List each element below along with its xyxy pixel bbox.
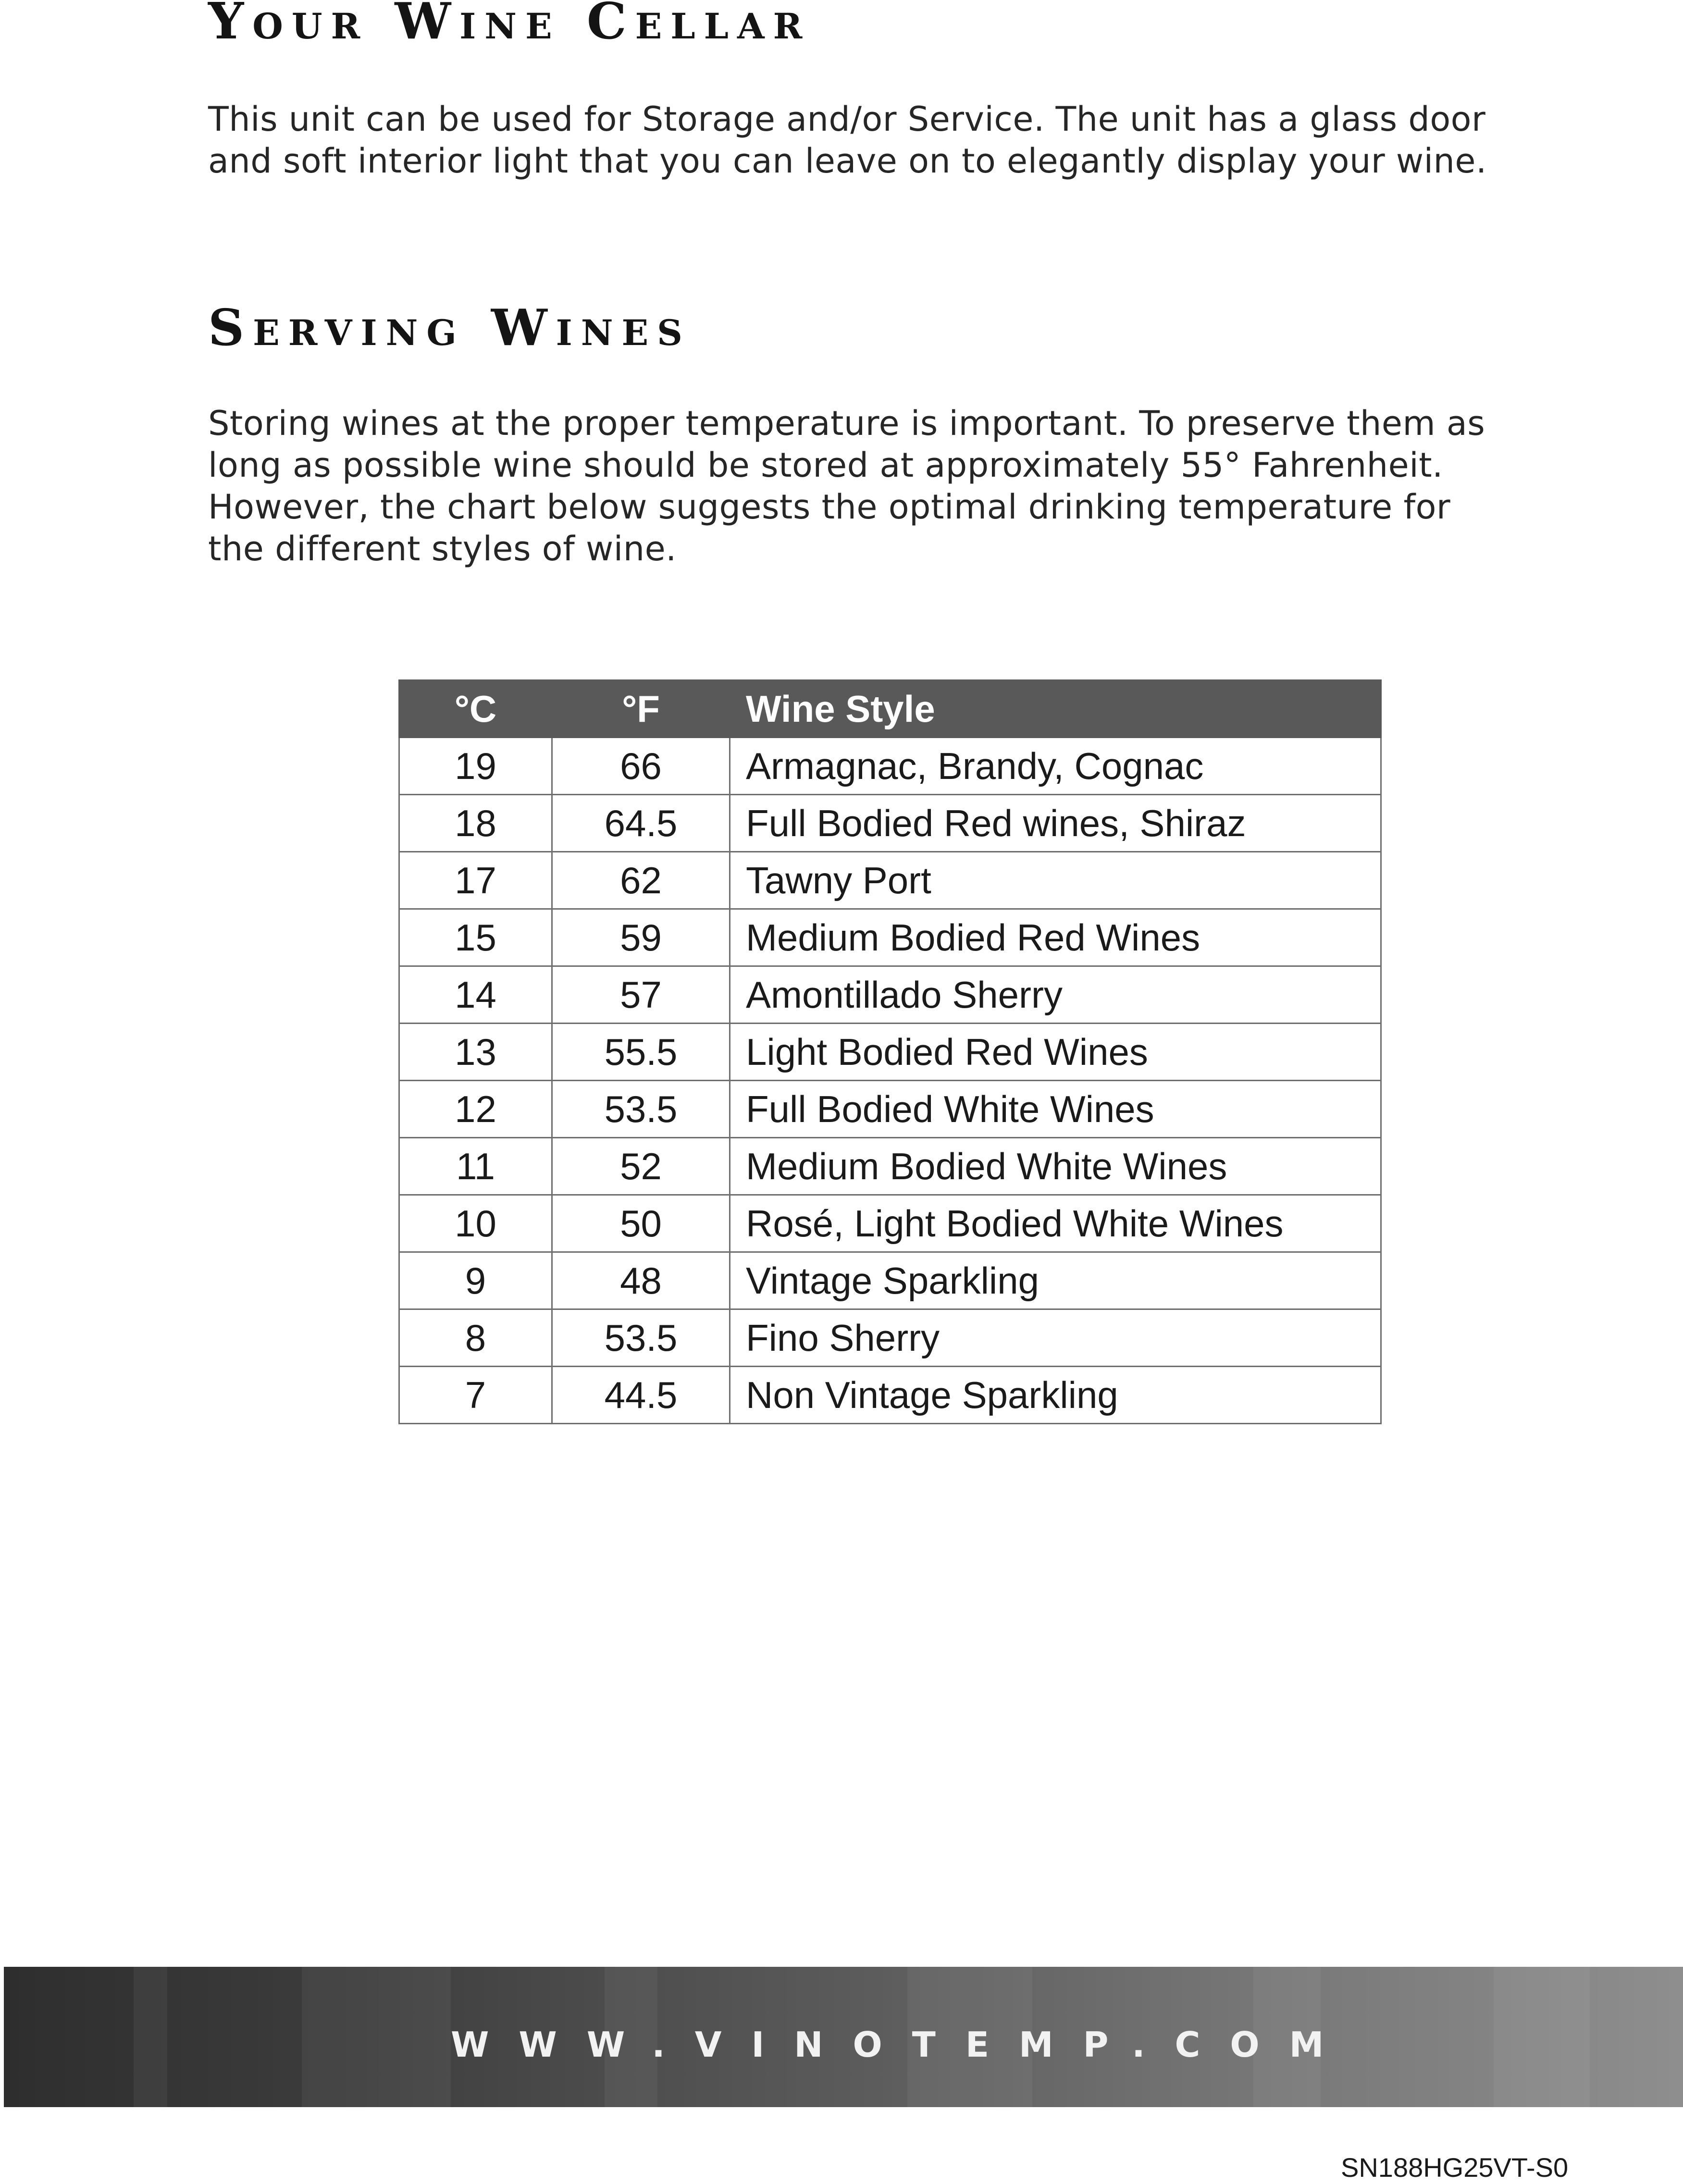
wine-style-cell: Full Bodied White Wines (730, 1081, 1381, 1138)
table-row (399, 1024, 1381, 1081)
table-row (399, 852, 1381, 909)
fahrenheit-cell: 44.5 (552, 1367, 730, 1424)
fahrenheit-cell: 66 (552, 738, 730, 795)
table-row (399, 795, 1381, 852)
serving-paragraph: Storing wines at the proper temperature is important. To preserve them as long as possible wine should be stored at approximately 55° Fahrenheit. However, the chart below suggests the optimal drinking temperature for the different styles of wine. (208, 404, 1485, 568)
footer-stripe (1494, 1967, 1590, 2107)
table-row (399, 1252, 1381, 1309)
table-row (399, 966, 1381, 1024)
celsius-header: °C (399, 680, 552, 738)
wine-style-cell: Light Bodied Red Wines (730, 1024, 1381, 1081)
table-row (399, 1138, 1381, 1195)
fahrenheit-cell: 62 (552, 852, 730, 909)
table-row (399, 1195, 1381, 1252)
celsius-cell: 14 (399, 966, 552, 1024)
website-link[interactable]: WWW.VINOTEMP.COM (451, 2024, 1354, 2065)
wine-style-cell: Tawny Port (730, 852, 1381, 909)
fahrenheit-cell: 53.5 (552, 1081, 730, 1138)
serving-heading: Serving Wines (208, 298, 691, 357)
table-header-row (399, 680, 1381, 738)
fahrenheit-cell: 53.5 (552, 1309, 730, 1367)
fahrenheit-cell: 57 (552, 966, 730, 1024)
table-row (399, 1309, 1381, 1367)
table-row (399, 909, 1381, 966)
celsius-cell: 12 (399, 1081, 552, 1138)
wine-style-cell: Armagnac, Brandy, Cognac (730, 738, 1381, 795)
celsius-cell: 15 (399, 909, 552, 966)
celsius-cell: 10 (399, 1195, 552, 1252)
celsius-cell: 8 (399, 1309, 552, 1367)
celsius-cell: 9 (399, 1252, 552, 1309)
celsius-cell: 7 (399, 1367, 552, 1424)
fahrenheit-cell: 48 (552, 1252, 730, 1309)
wine-style-header: Wine Style (730, 680, 1381, 738)
wine-style-cell: Non Vintage Sparkling (730, 1367, 1381, 1424)
celsius-cell: 13 (399, 1024, 552, 1081)
wine-style-cell: Full Bodied Red wines, Shiraz (730, 795, 1381, 852)
wine-style-cell: Fino Sherry (730, 1309, 1381, 1367)
wine-style-cell: Rosé, Light Bodied White Wines (730, 1195, 1381, 1252)
wine-style-cell: Medium Bodied White Wines (730, 1138, 1381, 1195)
celsius-cell: 19 (399, 738, 552, 795)
wine-style-cell: Medium Bodied Red Wines (730, 909, 1381, 966)
fahrenheit-cell: 50 (552, 1195, 730, 1252)
footer-stripe (302, 1967, 451, 2107)
footer-band (4, 1967, 1683, 2107)
wine-style-cell: Vintage Sparkling (730, 1252, 1381, 1309)
celsius-cell: 11 (399, 1138, 552, 1195)
fahrenheit-header: °F (552, 680, 730, 738)
footer-stripe (134, 1967, 167, 2107)
cellar-paragraph: This unit can be used for Storage and/or Service. The unit has a glass door and soft interior light that you can leave on to elegantly display your wine. (208, 99, 1487, 181)
wine-style-cell: Amontillado Sherry (730, 966, 1381, 1024)
celsius-cell: 18 (399, 795, 552, 852)
table-row (399, 1367, 1381, 1424)
model-number: SN188HG25VT-S0 (1341, 2152, 1569, 2183)
fahrenheit-cell: 59 (552, 909, 730, 966)
table-row (399, 738, 1381, 795)
fahrenheit-cell: 55.5 (552, 1024, 730, 1081)
fahrenheit-cell: 64.5 (552, 795, 730, 852)
celsius-cell: 17 (399, 852, 552, 909)
cellar-heading: Your Wine Cellar (208, 0, 811, 50)
table-row (399, 1081, 1381, 1138)
fahrenheit-cell: 52 (552, 1138, 730, 1195)
wine-temperature-table (398, 679, 1382, 1424)
